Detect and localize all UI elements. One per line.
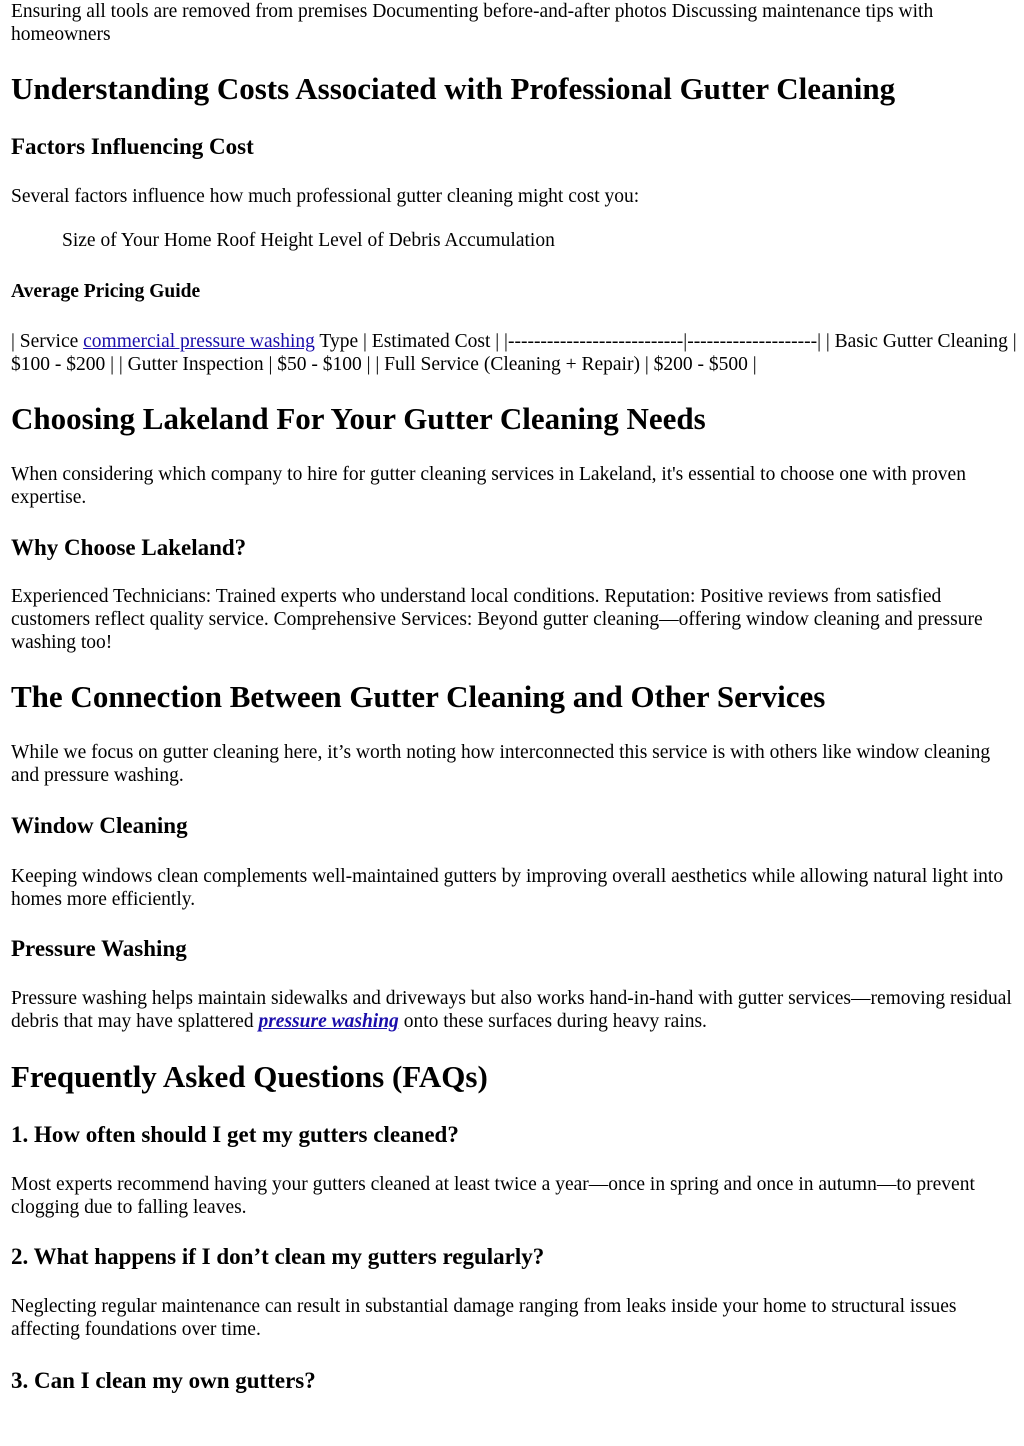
pressure-washing-paragraph — [11, 987, 1019, 1033]
window-cleaning-paragraph: Keeping windows clean complements well-maintained gutters by improving overall aesthetics while allowing natural light into homes more efficiently. — [11, 866, 1004, 910]
pressure-text-end: onto these surfaces during heavy rains. — [398, 1011, 707, 1032]
faq-question-2: 2. What happens if I don’t clean my gutters regularly? — [11, 1244, 545, 1269]
factors-list: Size of Your Home Roof Height Level of Debris Accumulation — [62, 230, 555, 251]
pricing-heading: Average Pricing Guide — [11, 281, 201, 302]
connection-intro-paragraph: While we focus on gutter cleaning here, it’s worth noting how interconnected this service is with others like window cleaning and pressure washing. — [11, 742, 991, 786]
why-lakeland-heading: Why Choose Lakeland? — [11, 535, 247, 560]
factors-intro-paragraph: Several factors influence how much professional gutter cleaning might cost you: — [11, 186, 640, 207]
commercial-pressure-washing-link[interactable]: commercial pressure washing — [83, 331, 315, 352]
connection-heading: The Connection Between Gutter Cleaning and Other Services — [11, 679, 826, 714]
factors-heading: Factors Influencing Cost — [11, 134, 254, 159]
lakeland-heading: Choosing Lakeland For Your Gutter Cleaning Needs — [11, 401, 706, 436]
pressure-washing-heading: Pressure Washing — [11, 936, 187, 961]
lakeland-intro-paragraph: When considering which company to hire for gutter cleaning services in Lakeland, it's essential to choose one with proven expertise. — [11, 464, 966, 508]
pressure-washing-link[interactable]: pressure washing — [258, 1011, 399, 1032]
pressure-text-start: Pressure washing helps maintain sidewalks and driveways but also works hand-in-hand with gutter services—removing residual debris that may have splattered — [11, 988, 1012, 1032]
pricing-table-text — [11, 330, 1019, 376]
faq-question-3: 3. Can I clean my own gutters? — [11, 1368, 316, 1393]
window-cleaning-heading: Window Cleaning — [11, 813, 188, 838]
pricing-text-end: Type | Estimated Cost | |---------------------------|--------------------| | Basic Gutter Cleaning | $100 - $200 | | Gutter Inspection | $50 - $100 | | Full Service (Cleaning + Repair) | $200 - $500 | — [11, 331, 1017, 375]
intro-paragraph: Ensuring all tools are removed from premises Documenting before-and-after photos Discussing maintenance tips with homeowners — [11, 1, 934, 45]
pricing-text-start: | Service — [11, 331, 84, 352]
faq-answer-1: Most experts recommend having your gutters cleaned at least twice a year—once in spring and once in autumn—to prevent clogging due to falling leaves. — [11, 1174, 975, 1218]
costs-heading: Understanding Costs Associated with Professional Gutter Cleaning — [11, 71, 896, 106]
faq-heading: Frequently Asked Questions (FAQs) — [11, 1059, 488, 1094]
why-lakeland-paragraph: Experienced Technicians: Trained experts who understand local conditions. Reputation: Positive reviews from satisfied customers reflect quality service. Comprehensive Services: Beyond gutter cleaning—offering window cleaning and pressure washing too! — [11, 586, 983, 653]
faq-answer-2: Neglecting regular maintenance can result in substantial damage ranging from leaks inside your home to structural issues affecting foundations over time. — [11, 1296, 957, 1340]
faq-question-1: 1. How often should I get my gutters cleaned? — [11, 1122, 459, 1147]
